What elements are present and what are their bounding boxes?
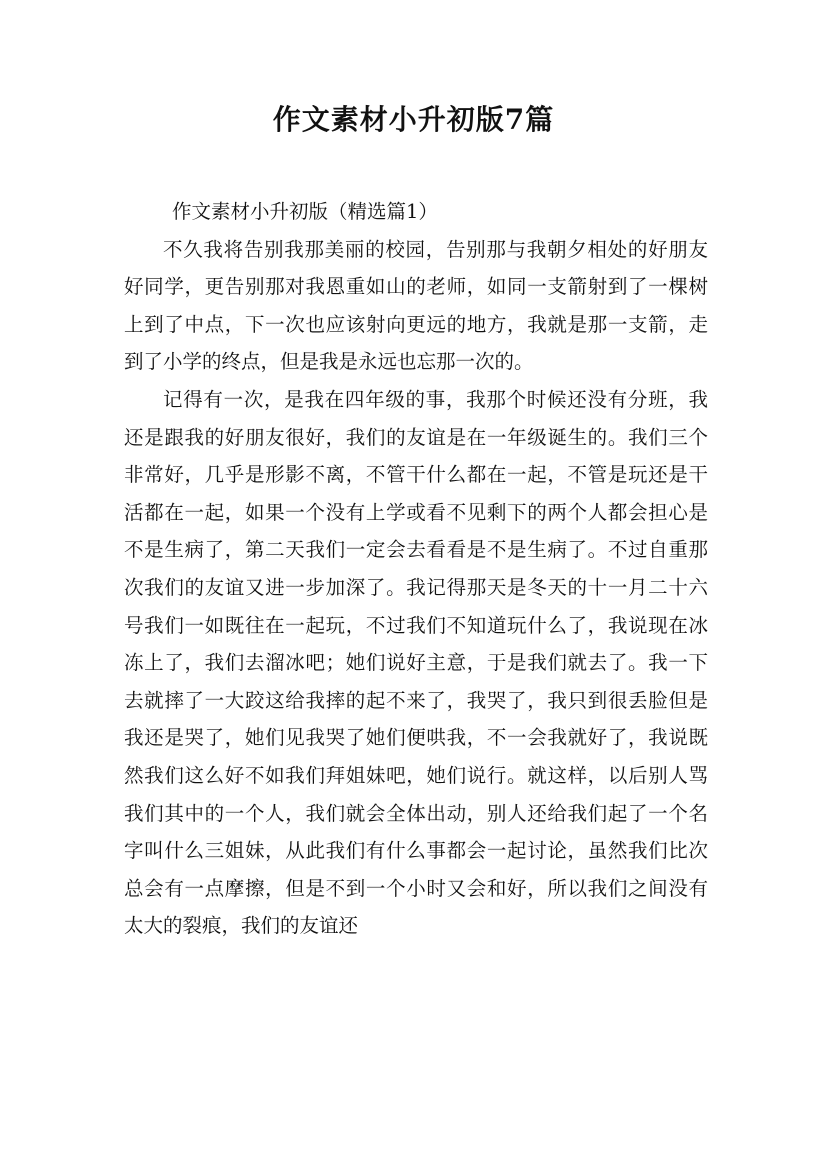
- section-heading: 作文素材小升初版（精选篇1）: [172, 200, 438, 223]
- document-body: [124, 193, 708, 945]
- paragraph-1: 不久我将告别我那美丽的校园，告别那与我朝夕相处的好朋友好同学，更告别那对我恩重如山的老师，如同一支箭射到了一棵树上到了中点，下一次也应该射向更远的地方，我就是那一支箭，走到了小学的终点，但是我是永远也忘那一次的。: [124, 237, 708, 374]
- document-title: 作文素材小升初版7篇: [272, 103, 555, 136]
- paragraph-2: 记得有一次，是我在四年级的事，我那个时候还没有分班，我还是跟我的好朋友很好，我们的友谊是在一年级诞生的。我们三个非常好，几乎是形影不离，不管干什么都在一起，不管是玩还是干活都在一起，如果一个没有上学或看不见剩下的两个人都会担心是不是生病了，第二天我们一定会去看看是不是生病了。不过自重那次我们的友谊又进一步加深了。我记得那天是冬天的十一月二十六号我们一如既往在一起玩，不过我们不知道玩什么了，我说现在冰冻上了，我们去溜冰吧；她们说好主意，于是我们就去了。我一下去就摔了一大跤这给我摔的起不来了，我哭了，我只到很丢脸但是我还是哭了，她们见我哭了她们便哄我，不一会我就好了，我说既然我们这么好不如我们拜姐妹吧，她们说行。就这样，以后别人骂我们其中的一个人，我们就会全体出动，别人还给我们起了一个名字叫什么三姐妹，从此我们有什么事都会一起讨论，虽然我们比次总会有一点摩擦，但是不到一个小时又会和好，所以我们之间没有太大的裂痕，我们的友谊还: [124, 387, 708, 938]
